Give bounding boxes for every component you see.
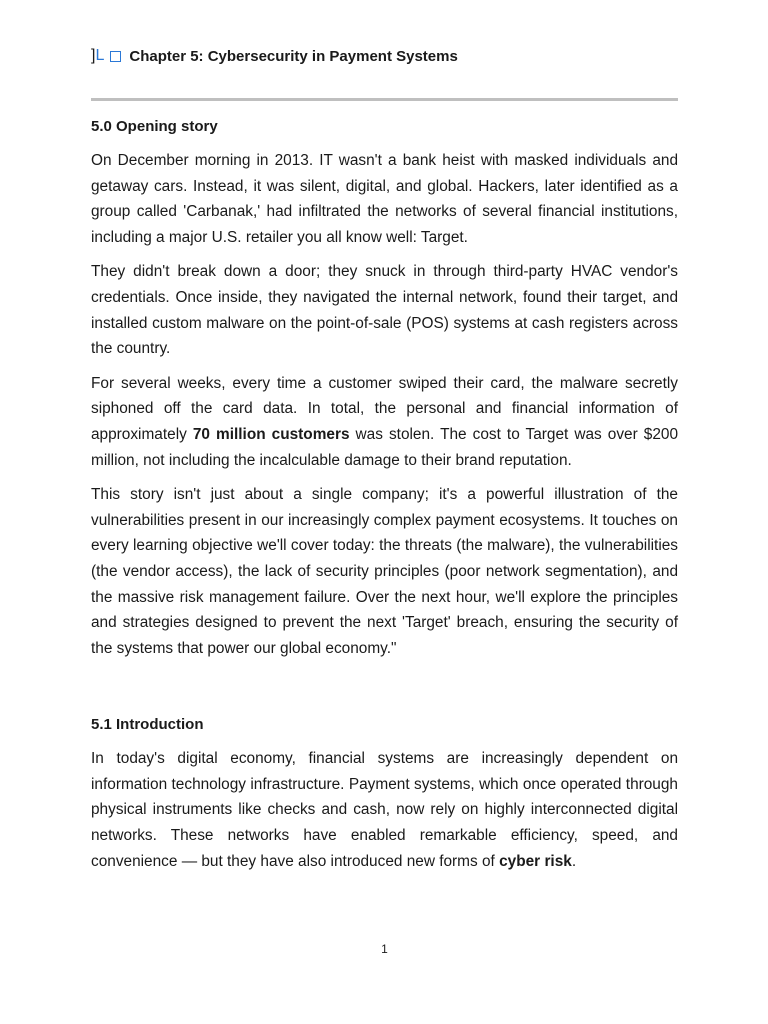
emphasis-text: cyber risk — [499, 852, 572, 870]
paragraph-text: For several weeks, every time a customer swiped their card, the malware secretly siphoned off the card data. In total, the personal and financial information of approximately — [91, 374, 678, 443]
chapter-title: Chapter 5: Cybersecurity in Payment Systems — [129, 47, 458, 65]
section-heading-opening-story: 5.0 Opening story — [91, 118, 218, 135]
paragraph-text: In today's digital economy, financial systems are increasingly dependent on information technology infrastructure. Payment systems, which once operated through physical instruments like checks and cash, now rely on highly interconnected digital networks. These networks have enabled remarkable efficiency, speed, and convenience — but they have also introduced new forms of — [91, 750, 678, 870]
paragraph-text: . — [571, 852, 577, 870]
bracket-glyph: ] — [91, 47, 96, 64]
paragraph: This story isn't just about a single company; it's a powerful illustration of the vulnerabilities present in our increasingly complex payment ecosystems. It touches on every learning objective we'll cover today: the threats (the malware), the vulnerabilities (the vendor access), the lack of security principles (poor network segmentation), and the massive risk management failure. Over the next hour, we'll explore the principles and strategies designed to prevent the next 'Target' breach, ensuring the security of the systems that power our global economy." — [91, 486, 678, 657]
section-spacer — [91, 670, 678, 714]
paragraph — [91, 746, 678, 874]
section-heading-introduction: 5.1 Introduction — [91, 716, 204, 734]
chapter-header — [91, 47, 678, 65]
paragraph: On December morning in 2013. IT wasn't a bank heist with masked individuals and getaway cars. Instead, it was silent, digital, and global. Hackers, later identified as a group called 'Carbanak,' had infiltrated the networks of several financial institutions, including a major U.S. retailer you all know well: Target. — [91, 152, 678, 246]
paragraph: They didn't break down a door; they snuck in through third-party HVAC vendor's credentials. Once inside, they navigated the internal network, found their target, and installed custom malware on the point-of-sale (POS) systems at cash registers across the country. — [91, 263, 678, 358]
paragraph-text: was stolen. The cost to Target was over $200 million, not including the incalculable damage to their brand reputation. — [91, 425, 678, 469]
header-divider — [91, 98, 678, 101]
square-icon — [110, 51, 121, 62]
page-number: 1 — [381, 942, 388, 956]
paragraph — [91, 371, 678, 473]
document-body — [91, 116, 678, 883]
logo-letter: L — [95, 47, 105, 64]
emphasis-text: 70 million customers — [192, 425, 350, 443]
